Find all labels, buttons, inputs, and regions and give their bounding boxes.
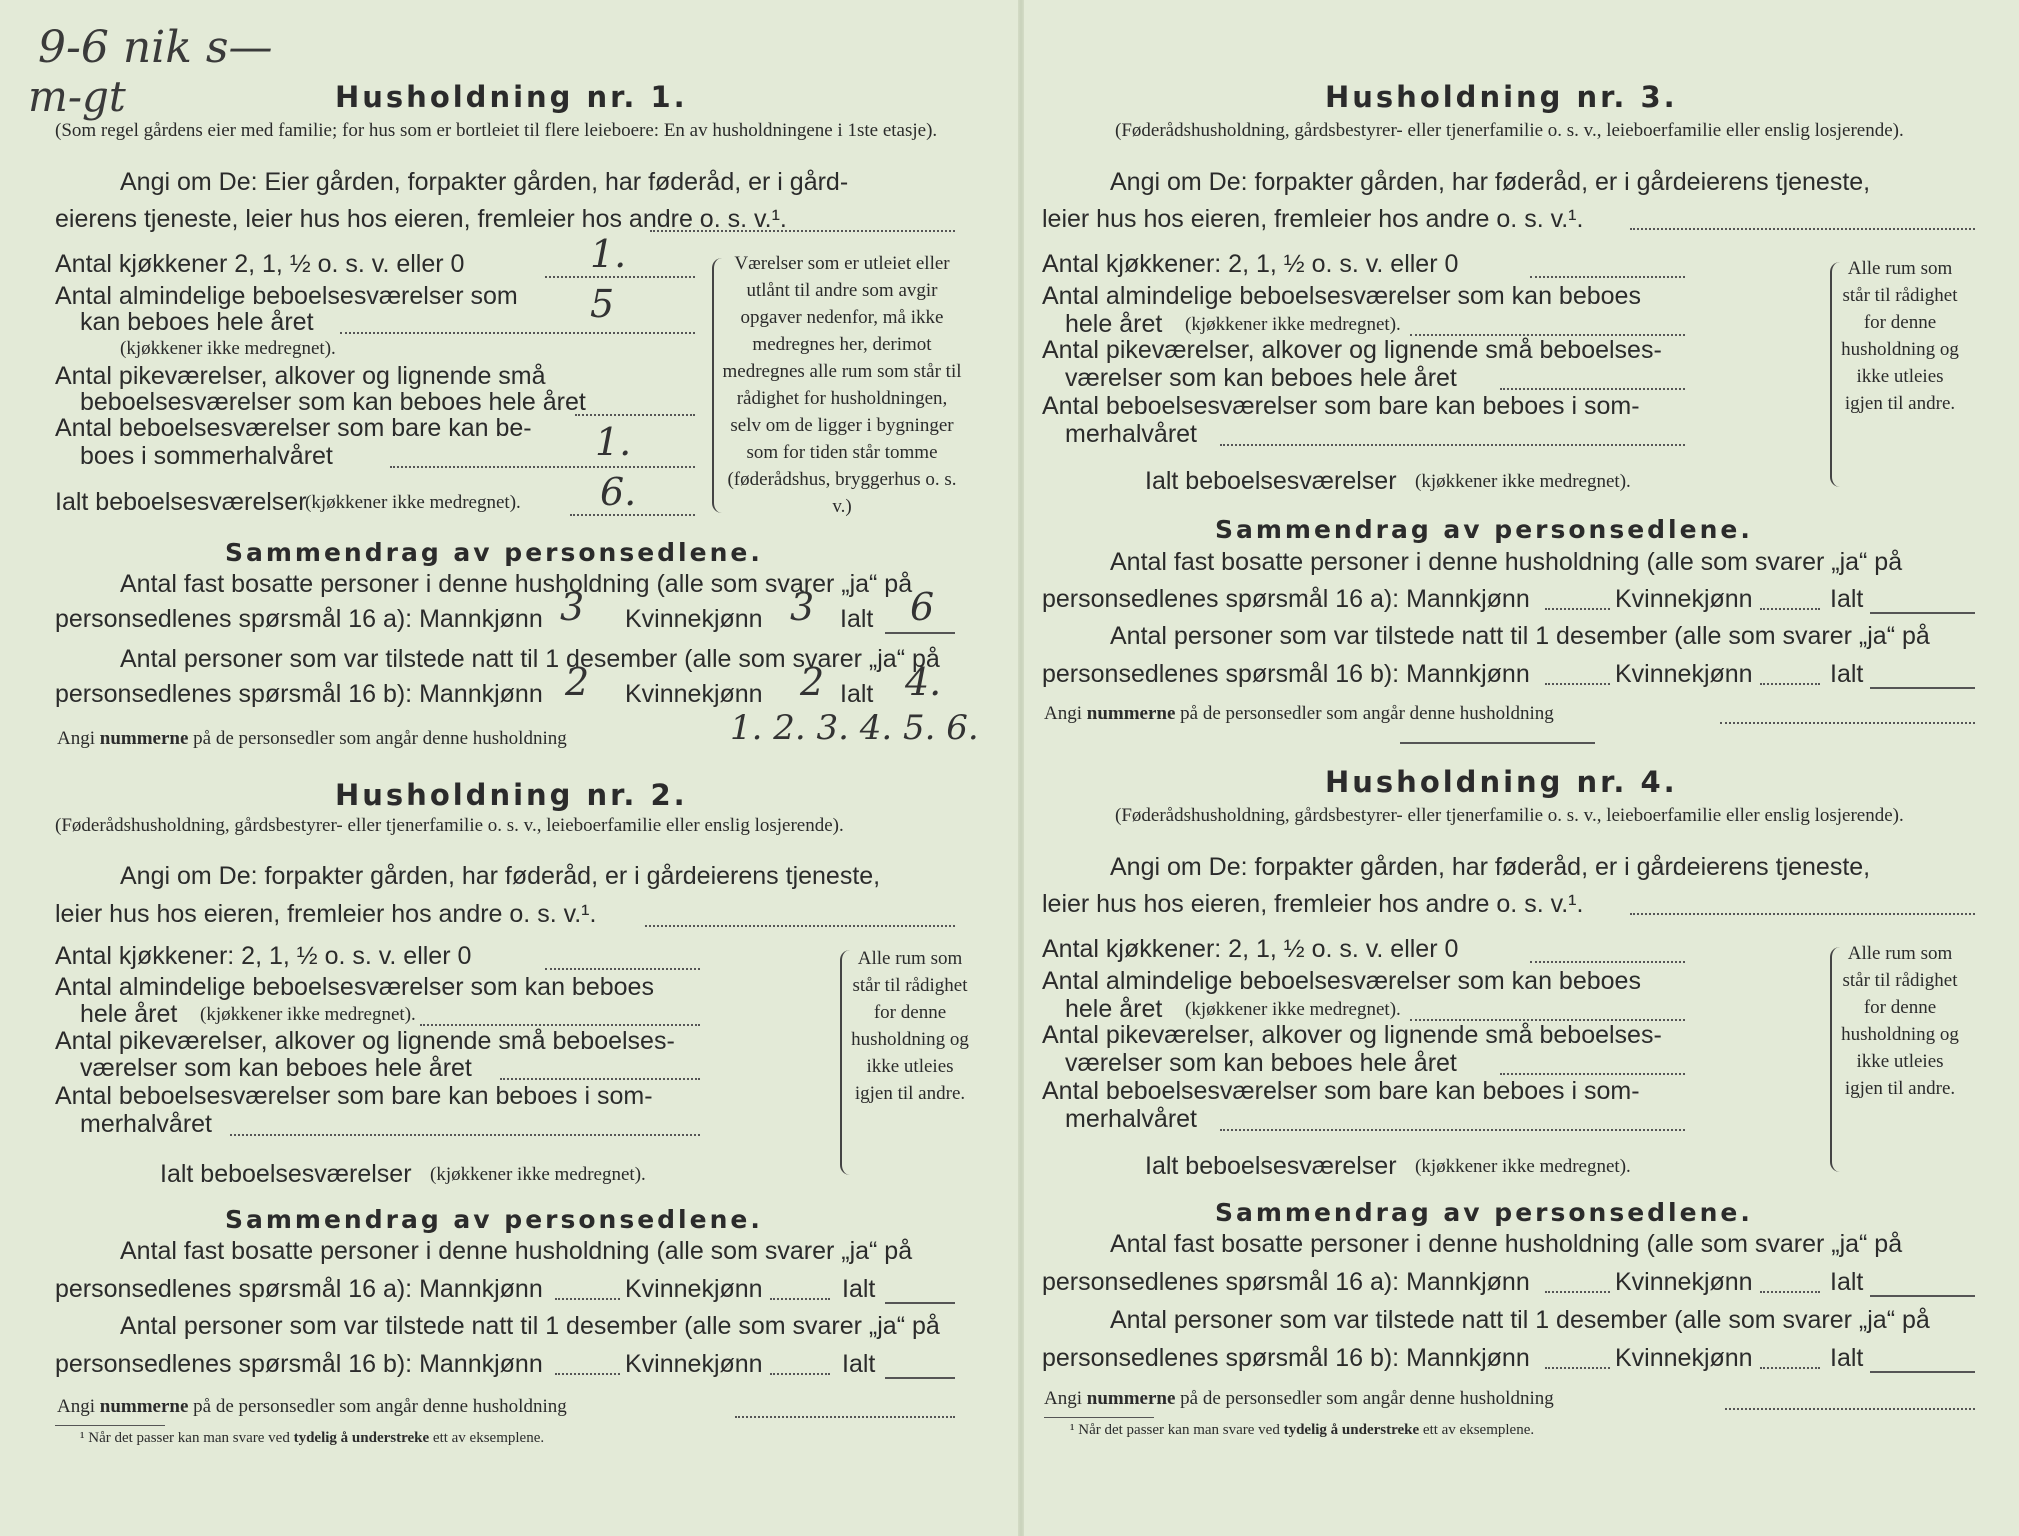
h1-ialt-label: Ialt beboelsesværelser — [55, 488, 307, 516]
h3-side-note: Alle rum som står til rådighet for denne husholdning og ikke utleies igjen til andre. — [1841, 258, 1959, 414]
h2-alm-line — [420, 1024, 700, 1026]
h4-tils-line2: personsedlenes spørsmål 16 b): Mannkjønn — [1042, 1344, 1530, 1372]
h3-som-label2: merhalvåret — [1065, 420, 1197, 448]
h4-alm-label: Antal almindelige beboelsesværelser som kan beboes — [1042, 967, 1641, 995]
h1-fast-ialt-line — [885, 632, 955, 634]
h4-subtitle: (Føderådshusholdning, gårdsbestyrer- eller tjenerfamilie o. s. v., leieboerfamilie eller enslig losjerende). — [1115, 805, 1904, 826]
h4-ialt-label: Ialt beboelsesværelser — [1145, 1152, 1397, 1180]
h4-pike-line — [1500, 1073, 1685, 1075]
h4-angi-line2: leier hus hos eieren, fremleier hos andre o. s. v.¹. — [1042, 890, 1584, 918]
h2-angi-line2: leier hus hos eieren, fremleier hos andre o. s. v.¹. — [55, 900, 597, 928]
h3-tils-line1: Antal personer som var tilstede natt til 1 desember (alle som svarer „ja“ på — [1110, 622, 1930, 650]
h1-alm-line — [340, 332, 695, 334]
h4-som-label: Antal beboelsesværelser som bare kan beboes i som- — [1042, 1077, 1640, 1105]
h1-fast-line2: personsedlenes spørsmål 16 a): Mannkjønn — [55, 605, 543, 633]
right-foot-a: ¹ Når det passer kan man svare ved — [1070, 1422, 1280, 1438]
h3-som-label: Antal beboelsesværelser som bare kan beboes i som- — [1042, 392, 1640, 420]
h1-tils-line2: personsedlenes spørsmål 16 b): Mannkjønn — [55, 680, 543, 708]
h4-tils-ialt-label: Ialt — [1830, 1344, 1864, 1372]
h3-summary-title: Sammendrag av personsedlene. — [1215, 515, 1753, 544]
h1-alm-answer: 5 — [590, 282, 615, 326]
h1-angi-num-c: på de personsedler som angår denne husholdning — [193, 728, 567, 749]
h1-fast-kvinne: 3 — [790, 585, 815, 629]
h1-pike-label2: beboelsesværelser som kan beboes hele året — [80, 388, 586, 416]
left-footnote — [80, 1430, 544, 1447]
h2-fast-ialt-line — [885, 1302, 955, 1304]
h3-alm-label: Antal almindelige beboelsesværelser som kan beboes — [1042, 282, 1641, 310]
h2-kjokken-label: Antal kjøkkener: 2, 1, ½ o. s. v. eller 0 — [55, 942, 472, 970]
h1-angi-line1: Angi om De: Eier gården, forpakter gården, har føderåd, er i gård- — [120, 168, 849, 196]
left-foot-b: tydelig å understreke — [293, 1430, 430, 1446]
h1-kjokken-answer: 1. — [590, 232, 627, 276]
h4-ialt-note: (kjøkkener ikke medregnet). — [1415, 1156, 1631, 1177]
h3-fast-mann-line — [1545, 608, 1610, 610]
h4-fast-kvinne-line — [1760, 1291, 1820, 1293]
h2-tils-line1: Antal personer som var tilstede natt til 1 desember (alle som svarer „ja“ på — [120, 1312, 940, 1340]
h2-fast-kvinne-label: Kvinnekjønn — [625, 1275, 763, 1303]
h3-kjokken-line — [1530, 276, 1685, 278]
h4-tils-kvinne-line — [1760, 1367, 1820, 1369]
h2-kjokken-line — [545, 968, 700, 970]
h1-ialt-answer: 6. — [600, 470, 637, 514]
h3-angi-answer-line — [1630, 228, 1975, 230]
h1-fast-ialt: 6 — [910, 585, 935, 629]
h3-subtitle: (Føderådshusholdning, gårdsbestyrer- eller tjenerfamilie o. s. v., leieboerfamilie eller enslig losjerende). — [1115, 120, 1904, 141]
h1-fast-line1: Antal fast bosatte personer i denne husholdning (alle som svarer „ja“ på — [120, 570, 913, 598]
h3-tils-ialt-label: Ialt — [1830, 660, 1864, 688]
h2-tils-mann-line — [555, 1373, 620, 1375]
h2-som-label: Antal beboelsesværelser som bare kan beboes i som- — [55, 1082, 653, 1110]
h1-summary-title: Sammendrag av personsedlene. — [225, 538, 763, 567]
h4-angi-answer-line — [1630, 913, 1975, 915]
h4-summary-title: Sammendrag av personsedlene. — [1215, 1198, 1753, 1227]
h3-title: Husholdning nr. 3. — [1325, 80, 1678, 114]
h2-subtitle: (Føderådshusholdning, gårdsbestyrer- eller tjenerfamilie o. s. v., leieboerfamilie eller enslig losjerende). — [55, 815, 844, 836]
h1-kjokken-line — [545, 276, 695, 278]
left-foot-c: ett av eksemplene. — [432, 1430, 545, 1446]
h1-alm-label: Antal almindelige beboelsesværelser som — [55, 282, 518, 310]
h4-kjokken-line — [1530, 961, 1685, 963]
h4-nummer-line — [1725, 1408, 1975, 1410]
h4-angi-num — [1044, 1388, 1554, 1410]
h3-tils-kvinne-line — [1760, 683, 1820, 685]
h2-ialt-label: Ialt beboelsesværelser — [160, 1160, 412, 1188]
h1-som-line — [390, 466, 695, 468]
h3-tils-line2: personsedlenes spørsmål 16 b): Mannkjønn — [1042, 660, 1530, 688]
h1-kjokken-label: Antal kjøkkener 2, 1, ½ o. s. v. eller 0 — [55, 250, 465, 278]
h3-angi-num — [1044, 703, 1554, 725]
h1-subtitle: (Som regel gårdens eier med familie; for hus som er bortleiet til flere leieboere: En av husholdningene i 1ste etasje). — [55, 120, 938, 141]
right-footnote-rule — [1044, 1417, 1154, 1418]
h1-tils-kvinne: 2 — [800, 660, 825, 704]
h4-som-label2: merhalvåret — [1065, 1105, 1197, 1133]
handwritten-note-1: 9-6 nik s— — [38, 22, 273, 73]
h4-tils-mann-line — [1545, 1367, 1610, 1369]
h1-pike-line — [575, 414, 695, 416]
left-foot-a: ¹ Når det passer kan man svare ved — [80, 1430, 290, 1446]
h2-angi-num-c: på de personsedler som angår denne husholdning — [193, 1396, 567, 1417]
h1-fast-kvinne-label: Kvinnekjønn — [625, 605, 763, 633]
h2-angi-num — [57, 1396, 567, 1418]
h3-fast-kvinne-label: Kvinnekjønn — [1615, 585, 1753, 613]
h4-kjokken-label: Antal kjøkkener: 2, 1, ½ o. s. v. eller 0 — [1042, 935, 1459, 963]
h4-side-note: Alle rum som står til rådighet for denne husholdning og ikke utleies igjen til andre. — [1841, 943, 1959, 1099]
h1-angi-line2: eierens tjeneste, leier hus hos eieren, fremleier hos andre o. s. v.¹. — [55, 205, 787, 233]
h3-angi-num-a: Angi — [1044, 703, 1082, 724]
h2-pike-label2: værelser som kan beboes hele året — [80, 1054, 472, 1082]
h4-tils-ialt-line — [1870, 1371, 1975, 1373]
h3-som-line — [1220, 444, 1685, 446]
h3-tils-mann-line — [1545, 683, 1610, 685]
h1-angi-num-b: nummerne — [99, 728, 189, 749]
h3-fast-ialt-line — [1870, 612, 1975, 614]
h1-pike-label: Antal pikeværelser, alkover og lignende små — [55, 362, 546, 390]
right-footnote — [1070, 1422, 1534, 1439]
h2-tils-line2: personsedlenes spørsmål 16 b): Mannkjønn — [55, 1350, 543, 1378]
h4-title: Husholdning nr. 4. — [1325, 765, 1678, 799]
h2-nummer-line — [735, 1416, 955, 1418]
h3-fast-ialt-label: Ialt — [1830, 585, 1864, 613]
h1-som-label2: boes i sommerhalvåret — [80, 442, 333, 470]
h4-fast-line2: personsedlenes spørsmål 16 a): Mannkjønn — [1042, 1268, 1530, 1296]
h4-angi-line1: Angi om De: forpakter gården, har føderåd, er i gårdeierens tjeneste, — [1110, 853, 1871, 881]
h3-fast-kvinne-line — [1760, 608, 1820, 610]
h2-angi-num-b: nummerne — [99, 1396, 189, 1417]
right-foot-b: tydelig å understreke — [1283, 1422, 1420, 1438]
h1-som-label: Antal beboelsesværelser som bare kan be- — [55, 414, 532, 442]
h4-alm-label2: hele året — [1065, 995, 1163, 1023]
h1-alm-note: (kjøkkener ikke medregnet). — [120, 338, 336, 359]
handwritten-note-2: m-gt — [28, 72, 126, 121]
h1-tils-ialt-label: Ialt — [840, 680, 874, 708]
h3-ialt-label: Ialt beboelsesværelser — [1145, 467, 1397, 495]
h2-fast-kvinne-line — [770, 1298, 830, 1300]
h1-tils-ialt: 4. — [905, 660, 942, 704]
h3-angi-line2: leier hus hos eieren, fremleier hos andre o. s. v.¹. — [1042, 205, 1584, 233]
h4-tils-line1: Antal personer som var tilstede natt til 1 desember (alle som svarer „ja“ på — [1110, 1306, 1930, 1334]
h1-alm-label2: kan beboes hele året — [80, 308, 314, 336]
h1-fast-mann: 3 — [560, 585, 585, 629]
h1-ialt-line — [570, 514, 695, 516]
h3-kjokken-label: Antal kjøkkener: 2, 1, ½ o. s. v. eller 0 — [1042, 250, 1459, 278]
h3-tils-kvinne-label: Kvinnekjønn — [1615, 660, 1753, 688]
h1-tils-mann: 2 — [565, 660, 590, 704]
h3-angi-num-b: nummerne — [1086, 703, 1176, 724]
h2-tils-kvinne-line — [770, 1373, 830, 1375]
h2-angi-num-a: Angi — [57, 1396, 95, 1417]
h3-alm-note: (kjøkkener ikke medregnet). — [1185, 314, 1401, 335]
h2-tils-ialt-line — [885, 1377, 955, 1379]
h1-nummer-answer: 1. 2. 3. 4. 5. 6. — [730, 708, 979, 748]
h2-fast-ialt-label: Ialt — [842, 1275, 876, 1303]
h1-fast-ialt-label: Ialt — [840, 605, 874, 633]
h2-angi-answer-line — [645, 925, 955, 927]
h1-angi-num — [57, 728, 567, 750]
h4-fast-kvinne-label: Kvinnekjønn — [1615, 1268, 1753, 1296]
h4-fast-line1: Antal fast bosatte personer i denne husholdning (alle som svarer „ja“ på — [1110, 1230, 1903, 1258]
h3-tils-ialt-line — [1870, 687, 1975, 689]
h2-alm-note: (kjøkkener ikke medregnet). — [200, 1004, 416, 1025]
h4-tils-kvinne-label: Kvinnekjønn — [1615, 1344, 1753, 1372]
h4-fast-ialt-line — [1870, 1295, 1975, 1297]
h1-side-note: Værelser som er utleiet eller utlånt til andre som avgir opgaver nedenfor, må ikke medregnes her, derimot medregnes alle rum som står til rådighet for husholdningen, selv om de ligger i bygninger som for tiden står tomme (føderådshus, bryggerhus o. s. v.) — [722, 253, 962, 517]
h1-ialt-note: (kjøkkener ikke medregnet). — [305, 492, 521, 513]
h2-fast-line2: personsedlenes spørsmål 16 a): Mannkjønn — [55, 1275, 543, 1303]
h3-nummer-line — [1720, 722, 1975, 724]
h1-angi-num-a: Angi — [57, 728, 95, 749]
h2-title: Husholdning nr. 2. — [335, 778, 688, 812]
h1-angi-answer-line — [650, 230, 955, 232]
h3-alm-label2: hele året — [1065, 310, 1163, 338]
h1-som-answer: 1. — [595, 420, 632, 464]
h2-tils-kvinne-label: Kvinnekjønn — [625, 1350, 763, 1378]
h2-summary-title: Sammendrag av personsedlene. — [225, 1205, 763, 1234]
h4-alm-note: (kjøkkener ikke medregnet). — [1185, 999, 1401, 1020]
h2-fast-mann-line — [555, 1298, 620, 1300]
h4-angi-num-a: Angi — [1044, 1388, 1082, 1409]
h2-alm-label2: hele året — [80, 1000, 178, 1028]
h4-pike-label: Antal pikeværelser, alkover og lignende små beboelses- — [1042, 1021, 1662, 1049]
h4-fast-mann-line — [1545, 1291, 1610, 1293]
h3-pike-line — [1500, 388, 1685, 390]
h3-angi-num-c: på de personsedler som angår denne husholdning — [1180, 703, 1554, 724]
h2-tils-ialt-label: Ialt — [842, 1350, 876, 1378]
h2-pike-label: Antal pikeværelser, alkover og lignende små beboelses- — [55, 1027, 675, 1055]
right-foot-c: ett av eksemplene. — [1422, 1422, 1535, 1438]
h4-angi-num-b: nummerne — [1086, 1388, 1176, 1409]
h2-fast-line1: Antal fast bosatte personer i denne husholdning (alle som svarer „ja“ på — [120, 1237, 913, 1265]
h2-angi-line1: Angi om De: forpakter gården, har føderåd, er i gårdeierens tjeneste, — [120, 862, 881, 890]
h2-ialt-note: (kjøkkener ikke medregnet). — [430, 1164, 646, 1185]
h4-fast-ialt-label: Ialt — [1830, 1268, 1864, 1296]
h4-pike-label2: værelser som kan beboes hele året — [1065, 1049, 1457, 1077]
h2-pike-line — [500, 1078, 700, 1080]
h2-side-note: Alle rum som står til rådighet for denne husholdning og ikke utleies igjen til andre. — [851, 948, 969, 1104]
h2-alm-label: Antal almindelige beboelsesværelser som kan beboes — [55, 973, 654, 1001]
h2-som-line — [230, 1134, 700, 1136]
page-fold — [1018, 0, 1024, 1536]
h4-som-line — [1220, 1129, 1685, 1131]
h4-angi-num-c: på de personsedler som angår denne husholdning — [1180, 1388, 1554, 1409]
h3-fast-line2: personsedlenes spørsmål 16 a): Mannkjønn — [1042, 585, 1530, 613]
left-footnote-rule — [55, 1425, 165, 1426]
h1-title: Husholdning nr. 1. — [335, 80, 688, 114]
h3-pike-label: Antal pikeværelser, alkover og lignende små beboelses- — [1042, 336, 1662, 364]
h3-pike-label2: værelser som kan beboes hele året — [1065, 364, 1457, 392]
right-page — [1030, 0, 2019, 1536]
divider-rule — [1400, 742, 1595, 744]
h1-tils-line1: Antal personer som var tilstede natt til 1 desember (alle som svarer „ja“ på — [120, 645, 940, 673]
h3-fast-line1: Antal fast bosatte personer i denne husholdning (alle som svarer „ja“ på — [1110, 548, 1903, 576]
h2-som-label2: merhalvåret — [80, 1110, 212, 1138]
h3-angi-line1: Angi om De: forpakter gården, har føderåd, er i gårdeierens tjeneste, — [1110, 168, 1871, 196]
h1-tils-kvinne-label: Kvinnekjønn — [625, 680, 763, 708]
h3-ialt-note: (kjøkkener ikke medregnet). — [1415, 471, 1631, 492]
